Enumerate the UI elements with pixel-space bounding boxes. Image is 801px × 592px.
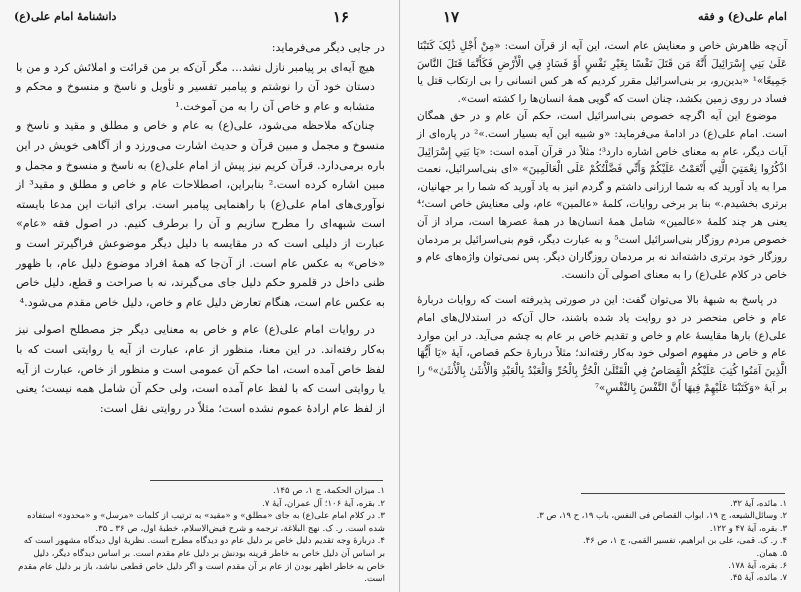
footnote: ۳. بقره، آیهٔ ۴۷ و ۱۲۲. bbox=[709, 522, 787, 533]
footnote: ۲. وسائل‌الشیعه، ج ۱۹، ابواب القصاص فی النفس، باب ۱۹، ح ۱۹، ص ۳. bbox=[536, 510, 787, 521]
footnote-divider bbox=[581, 493, 785, 494]
right-footnotes bbox=[417, 497, 787, 584]
left-page-number: ۱۶ bbox=[332, 8, 349, 26]
paragraph: موضوع این آیه اگرچه خصوص بنی‌اسرائیل است، حکم آن عام و در حق همگان است. امام علی(ع) در ادامهٔ می‌فرماید: «و شبیه این آیه بسیار است.»² در پاره‌ای از آیات دیگر، عام به معنای خاص اشاره دارد³؛ مثلاً در قرآن آمده است: «یَا بَنِي إِسْرَائِيلَ اذْكُرُوا نِعْمَتِيَ الَّتِي أَنْعَمْتُ عَلَيْكُمْ وَأَنِّي فَضَّلْتُكُمْ عَلَى الْعَالَمِينَ» «ای بنی‌اسرائیل، نعمت مرا به یاد آورید که به شما ارزانی داشتم و گردم انیز به یاد آورید که شما را بر جهانیان، برتری بخشیدم.» بنا بر برخی روایات، کلمهٔ «عالمین» عام، ولی معنایش خاص است؛⁴ یعنی هر چند کلمهٔ «عالمین» شامل همهٔ انسان‌ها در همهٔ عصرها است، مراد از آن خصوص مردم روزگار بنی‌اسرائیل است⁵ و به عبارت دیگر، قوم بنی‌اسرائیل بر مردمان روزگار خود برتری داشته‌اند نه بر مردمان روزگاران دیگر. پس نمی‌توان واژه‌های عام و خاص در کلام علی(ع) را به معنای اصولی آن دانست. bbox=[417, 110, 787, 281]
paragraph: چنان‌که ملاحظه می‌شود، علی(ع) به عام و خاص و مطلق و مقید و ناسخ و منسوخ و مجمل و مبین قرآن و حدیث اشارت می‌ورزد و از آگاهی خویش در این باره برمی‌دارد. قرآن کریم نیز پیش از امام علی(ع) به ناسخ و منسوخ و مجمل و مبین اشاره کرده است.² بنابراین، اصطلاحات عام و خاص و مطلق و مقید³ از نوآوری‌های امام علی(ع) با راهنمایی پیامبر است. برای اثبات این مدعا بایسته است شبهه‌ای را مطرح سازیم و آن را برطرف کنیم. در اصول فقه «عام» عبارت از دلیلی است که در مقایسه با دلیل دیگر موضوعش فراگیرتر است و «خاص» به عکس عام است. از آن‌جا که همهٔ افراد موضوع دلیل عام، با ظهور ظنی داخل در قلمرو حکم دلیل جای می‌گیرند، نه با صراحت و قطع، دلیل خاص به عکس عام است، هنگام تعارض دلیل عام و خاص، دلیل خاص مقدم می‌شود.⁴ bbox=[16, 119, 386, 309]
paragraph: در جایی دیگر می‌فرماید: bbox=[271, 41, 385, 54]
left-page-body bbox=[16, 38, 385, 418]
right-page-number: ۱۷ bbox=[443, 8, 460, 26]
paragraph: آن‌چه ظاهرش خاص و معنایش عام است، این آیه از قرآن است: «مِنْ أَجْلِ ذَٰلِکَ کَتَبْنَا عَلَیٰ بَنِي إِسْرَائِيلَ أَنَّهُ مَن قَتَلَ نَفْسًا بِغَيْرِ نَفْسٍ أَوْ فَسَادٍ فِي الْأَرْضِ فَكَأَنَّمَا قَتَلَ النَّاسَ جَمِيعًا»¹ «بدین‌رو، بر بنی‌اسرائیل مقرر کردیم که هر کس انسانی را بی ارتکاب قتل یا فساد در روی زمین بکشد، چنان است که گویی همهٔ انسان‌ها را کشته است». bbox=[417, 40, 787, 105]
right-running-title: امام علی(ع) و فقه bbox=[698, 10, 787, 23]
quote-paragraph: هیچ آیه‌ای بر پیامبر نازل نشد... مگر آن‌که بر من قرائت و املائش کرد و من با دستان خود آن را نوشتم و پیامبر تفسیر و تأویل و ناسخ و منسوخ و محکم و متشابه و عام و خاص آن را به من آموخت.¹ bbox=[16, 60, 375, 113]
paragraph: در پاسخ به شبههٔ بالا می‌توان گفت: این در صورتی پذیرفته است که روایات دربارهٔ عام و خاص منحصر در دو روایت یاد شده باشند، حال آن‌که در استدلال‌های امام علی(ع) بارها مقایسهٔ عام و خاص و تقدیم خاص بر عام به چشم می‌آید. در این موارد عام و خاص در مفهوم اصولی خود به‌کار رفته‌اند؛ مثلاً دربارهٔ حکم قصاص، آیهٔ «یَا أَيُّهَا الَّذِينَ آمَنُوا كُتِبَ عَلَيْكُمُ الْقِصَاصُ فِي الْقَتْلَىٰ الْحُرُّ بِالْحُرِّ وَالْعَبْدُ بِالْعَبْدِ وَالْأُنثَىٰ بِالْأُنثَىٰ»⁶ را بر آیهٔ «وَكَتَبْنَا عَلَيْهِمْ فِيهَا أَنَّ النَّفْسَ بِالنَّفْسِ»⁷ bbox=[417, 294, 787, 395]
left-page-header bbox=[14, 6, 385, 28]
left-running-title: دانشنامهٔ امام علی(ع) bbox=[14, 10, 117, 23]
right-page-header bbox=[415, 6, 787, 28]
footnote: ۲. بقره، آیهٔ ۱۰۶؛ آل عمران، آیهٔ ۷. bbox=[262, 498, 385, 509]
right-page-body bbox=[417, 38, 787, 398]
footnote: ۷. مائده، آیهٔ ۴۵. bbox=[730, 572, 787, 583]
left-footnotes bbox=[16, 485, 385, 586]
footnote: ۱. میزان الحکمة، ج ۱، ص ۱۴۵. bbox=[273, 486, 385, 496]
footnote: ۱. مائده، آیهٔ ۳۲. bbox=[730, 498, 787, 508]
footnote: ۴. ر. ک. قمی، علی بن ابراهیم، تفسیر القمی، ج ۱، ص ۴۶. bbox=[582, 535, 787, 546]
right-page bbox=[401, 0, 801, 592]
footnote-divider bbox=[150, 480, 383, 481]
footnote: ۵. همان. bbox=[756, 547, 787, 558]
left-page bbox=[0, 0, 400, 592]
footnote: ۶. بقره، آیهٔ ۱۷۸. bbox=[728, 560, 787, 571]
footnote: ۳. در کلام امام علی(ع) به جای «مطلق» و «مقید» به ترتیب از کلمات «مرسل» و «محدود» استفاده شده است. ر. ک. نهج البلاغة، ترجمه و شرح فیض‌الاسلام، خطبهٔ اول، ص ۳۶ ـ ۳۵. bbox=[27, 511, 385, 534]
footnote: ۴. دربارهٔ وجه تقدیم دلیل خاص بر دلیل عام دو دیدگاه مطرح است. نظریهٔ اول دیدگاه مشهور است که بر اساس آن دلیل خاص به خاطر قرینه بودنش بر دلیل عام مقدم است. بر اساس دیدگاه دیگر، دلیل خاص به خاطر اظهر بودن از عام بر آن مقدم است و اگر دلیل خاص قطعی نباشد، باز بر دلیل عام مقدم است. bbox=[18, 536, 385, 585]
paragraph: در روایات امام علی(ع) عام و خاص به معنایی دیگر جز مصطلح اصولی نیز به‌کار رفته‌اند. در این معنا، منظور از عام، عبارت از آیه یا روایتی است که با لفظ خاص آمده است، اما حکم آن عمومی است و منظور از خاص، عبارت از آیه یا روایتی است که با لفظ عام آمده است، ولی حکم آن شامل همه نیست؛ یعنی از لفظ عام ارادهٔ عموم نشده است؛ مثلاً در روایتی نقل است: bbox=[16, 323, 385, 415]
